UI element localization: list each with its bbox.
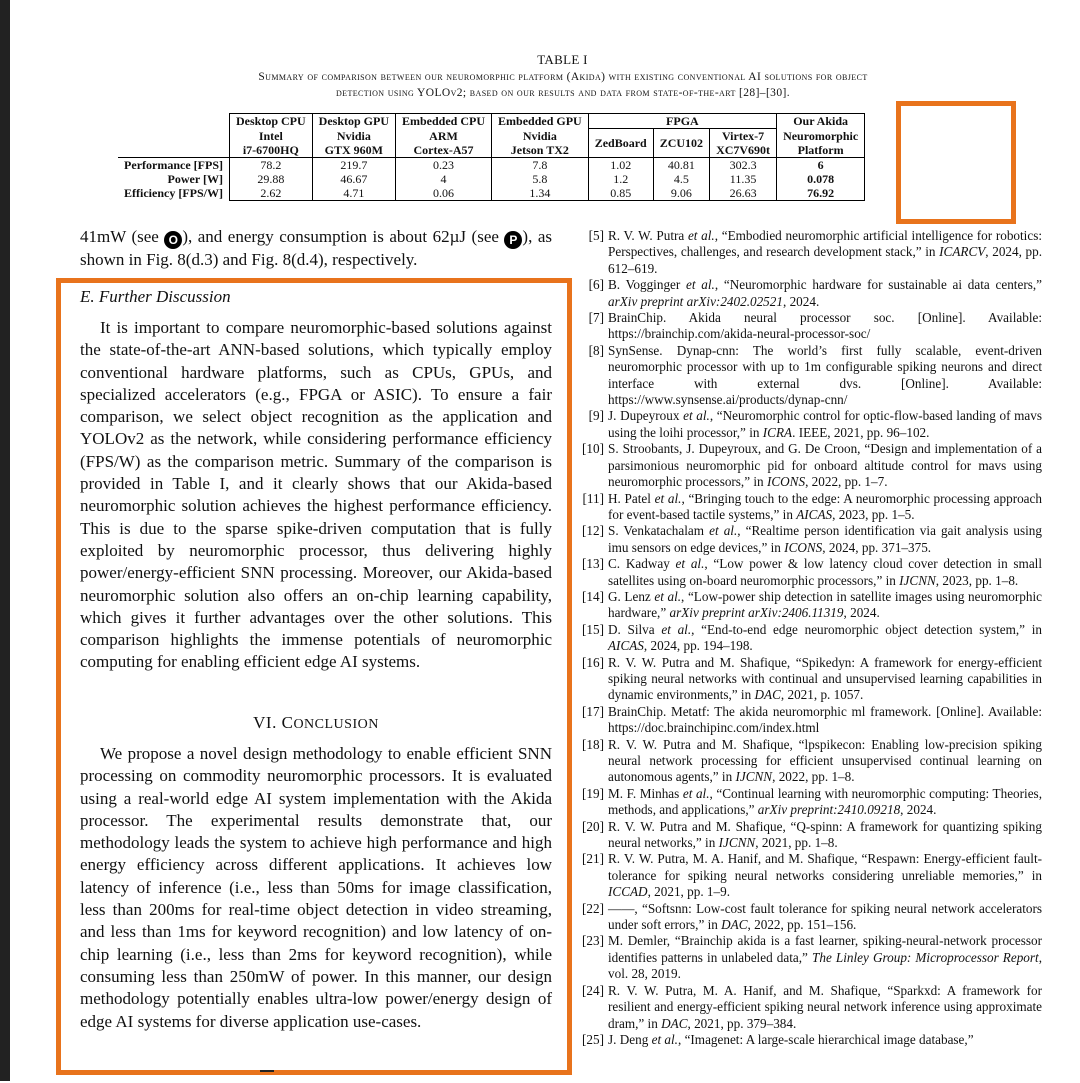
cell: 2.62 xyxy=(229,186,312,201)
reference-item: [24] R. V. W. Putra, M. A. Hanif, and M. Shafique, “Sparkxd: A framework for resilient and energy-efficient spiking neural network inference using approximate dram,” in DAC, 2021, pp. 379–384. xyxy=(582,982,1042,1031)
reference-item: [8] SynSense. Dynap-cnn: The world’s first fully scalable, event-driven neuromorphic processor with up to 1m configurable spiking neurons and direct interface with external dvs. [Online]. Available: https://www.synsense.ai/products/dynap-cnn/ xyxy=(588,342,1042,408)
reference-item: [11] H. Patel et al., “Bringing touch to the edge: A neuromorphic processing approach for event-based tactile systems,” in AICAS, 2023, pp. 1–5. xyxy=(582,490,1042,522)
cell: 4 xyxy=(396,172,492,186)
cell: 1.02 xyxy=(588,158,653,173)
reference-item: [6] B. Vogginger et al., “Neuromorphic hardware for sustainable ai data centers,” arXiv preprint arXiv:2402.02521, 2024. xyxy=(588,277,1042,309)
group-fpga: FPGA xyxy=(588,114,776,129)
highlight-box-akida-column xyxy=(896,101,1016,224)
model-zedboard: ZedBoard xyxy=(588,129,653,158)
circled-o-icon: O xyxy=(164,231,182,249)
cell: 26.63 xyxy=(710,186,777,201)
cell: 0.23 xyxy=(396,158,492,173)
comparison-table xyxy=(118,113,865,201)
cell: 78.2 xyxy=(260,158,282,172)
cell: 5.8 xyxy=(492,172,589,186)
model-virtex-line1: Virtex-7 xyxy=(710,129,777,144)
cell: 40.81 xyxy=(653,158,709,173)
conclusion-paragraph: We propose a novel design methodology to enable efficient SNN processing on commodity neuromorphic processors. It is evaluated using a real-world edge AI system implementation with the Akida processor. The experimental results demonstrate that, our methodology leads the system to achieve high performance and high energy efficiency across different applications. It achieves low latency of inference (i.e., less than 50ms for image classification, less than 200ms for real-time object detection in video streaming, and less than 1ms for keyword recognition) and low latency of on-chip learning (i.e., less than 2ms for keyword recognition), while consuming less than 250mW of power. In this manner, our design methodology potentially enables ultra-low power/energy design of edge AI systems for diverse application use-cases. xyxy=(80,744,552,1031)
model-jetson-tx2: Jetson TX2 xyxy=(492,143,589,158)
reference-item: [7] BrainChip. Akida neural processor soc. [Online]. Available: https://brainchip.com/akida-neural-processor-soc/ xyxy=(588,310,1042,342)
cell-akida: 76.92 xyxy=(777,186,865,201)
cell: 4.5 xyxy=(653,172,709,186)
reference-list xyxy=(576,228,1042,1048)
row-label-efficiency: Efficiency [FPS/W] xyxy=(118,186,229,201)
cell-akida: 6 xyxy=(777,158,865,173)
reference-item: [20] R. V. W. Putra and M. Shafique, “Q-spinn: A framework for quantizing spiking neural networks,” in IJCNN, 2021, pp. 1–8. xyxy=(582,818,1042,851)
reference-item: [5] R. V. W. Putra et al., “Embodied neuromorphic artificial intelligence for robotics: Perspectives, challenges, and research development stack,” in ICARCV, 2024, pp. 612–619. xyxy=(588,228,1043,276)
table-caption: Summary of comparison between our neuromorphic platform (Akida) with existing conventional AI solutions for object detection using YOLOv2; based on our results and data from state-of-the-art [28]–[30]. xyxy=(258,71,868,99)
reference-item: [12] S. Venkatachalam et al., “Realtime person identification via gait analysis using imu sensors on edge devices,” in ICONS, 2024, pp. 371–375. xyxy=(582,523,1042,555)
cell-akida: 0.078 xyxy=(777,172,865,186)
group-embedded-cpu: Embedded CPU xyxy=(396,114,492,129)
group-embedded-gpu: Embedded GPU xyxy=(492,114,589,129)
cell: 7.8 xyxy=(492,158,589,173)
reference-item: [19] M. F. Minhas et al., “Continual learning with neuromorphic computing: Theories, methods, and applications,” arXiv preprint:2410.09218, 2024. xyxy=(582,785,1042,818)
row-label-power: Power [W] xyxy=(118,172,229,186)
reference-item: [14] G. Lenz et al., “Low-power ship detection in satellite images using neuromorphic hardware,” arXiv preprint arXiv:2406.11319, 2024. xyxy=(582,588,1042,621)
reference-item: [18] R. V. W. Putra and M. Shafique, “lpspikecon: Enabling low-precision spiking neural network processing for efficient unsupervised continual learning on autonomous agents,” in IJCNN, 2022, pp. 1–8. xyxy=(582,736,1042,785)
vendor-nvidia-embedded: Nvidia xyxy=(492,129,589,144)
group-desktop-cpu: Desktop CPU xyxy=(229,114,312,129)
next-heading-fragment xyxy=(260,1070,274,1083)
row-label-performance: Performance [FPS] xyxy=(118,158,229,173)
model-i7: i7-6700HQ xyxy=(229,143,312,158)
vendor-nvidia: Nvidia xyxy=(312,129,395,144)
cell: 46.67 xyxy=(312,172,395,186)
discussion-paragraph: It is important to compare neuromorphic-based solutions against the state-of-the-art ANN-based solutions, which typically employ conventional hardware platforms, such as CPUs, GPUs, and specialized accelerators (e.g., FPGA or ASIC). To ensure a fair comparison, we select object recognition as the application and YOLOv2 as the network, while considering performance efficiency (FPS/W) as the comparison metric. Summary of the comparison is provided in Table I, and it clearly shows that our Akida-based neuromorphic solution achieves the highest performance efficiency. This is due to the sparse spike-driven computation that is fully exploited by neuromorphic processor, thus delivering highly power/energy-efficient SNN processing. Moreover, our Akida-based neuromorphic solution also offers an on-chip learning capability, which gives it further advantages over the other solutions. This comparison highlights the immense potentials of neuromorphic computing for enabling efficient edge AI systems. xyxy=(80,318,552,672)
reference-item: [23] M. Demler, “Brainchip akida is a fast learner, spiking-neural-network processor identifies patterns in unlabeled data,” The Linley Group: Microprocessor Report, vol. 28, 2019. xyxy=(582,933,1042,982)
window-edge xyxy=(0,0,10,1081)
reference-item: [21] R. V. W. Putra, M. A. Hanif, and M. Shafique, “Respawn: Energy-efficient fault-tolerance for spiking neural networks considering unreliable memories,” in ICCAD, 2021, pp. 1–9. xyxy=(582,851,1042,900)
cell: 302.3 xyxy=(710,158,777,173)
reference-item: [10] S. Stroobants, J. Dupeyroux, and G. De Croon, “Design and implementation of a parsimonious neuromorphic pid for onboard altitude control for mavs using neuromorphic processors,” in ICONS, 2022, pp. 1–7. xyxy=(582,441,1042,490)
model-akida-platform: Platform xyxy=(777,143,865,158)
model-cortex-a57: Cortex-A57 xyxy=(396,143,492,158)
cell: 9.06 xyxy=(653,186,709,201)
cell: 219.7 xyxy=(312,158,395,173)
reference-item: [16] R. V. W. Putra and M. Shafique, “Spikedyn: A framework for energy-efficient spiking neural networks with continual and unsupervised learning capabilities in dynamic environments,” in DAC, 2021, p. 1057. xyxy=(582,654,1042,703)
model-virtex-line2: XC7V690t xyxy=(710,143,777,158)
cell: 4.71 xyxy=(312,186,395,201)
cell: 0.85 xyxy=(588,186,653,201)
vendor-intel: Intel xyxy=(229,129,312,144)
section-heading-further-discussion: E. Further Discussion xyxy=(80,287,231,306)
reference-item: [9] J. Dupeyroux et al., “Neuromorphic control for optic-flow-based landing of mavs using the loihi processor,” in ICRA. IEEE, 2021, pp. 96–102. xyxy=(588,408,1043,440)
vendor-arm: ARM xyxy=(396,129,492,144)
reference-item: [22] ——, “Softsnn: Low-cost fault tolerance for spiking neural network accelerators under soft errors,” in DAC, 2022, pp. 151–156. xyxy=(582,900,1042,933)
cell: 29.88 xyxy=(257,172,285,186)
reference-item: [15] D. Silva et al., “End-to-end edge neuromorphic object detection system,” in AICAS, 2024, pp. 194–198. xyxy=(582,621,1042,654)
cell: 1.34 xyxy=(492,186,589,201)
cell: 11.35 xyxy=(710,172,777,186)
paragraph-fragment: 41mW (see O ), and energy consumption is about 62µJ (see P ), as shown in Fig. 8(d.3) and Fig. 8(d.4), respectively. xyxy=(80,227,552,269)
circled-p-icon: P xyxy=(504,231,522,249)
group-akida: Our Akida xyxy=(777,114,865,129)
group-desktop-gpu: Desktop GPU xyxy=(312,114,395,129)
cell: 1.2 xyxy=(588,172,653,186)
model-gtx960m: GTX 960M xyxy=(312,143,395,158)
vendor-neuromorphic: Neuromorphic xyxy=(777,129,865,144)
reference-item: [17] BrainChip. Metatf: The akida neuromorphic ml framework. [Online]. Available: https://doc.brainchipinc.com/index.html xyxy=(582,703,1042,736)
model-zcu102: ZCU102 xyxy=(653,129,709,158)
reference-item: [25] J. Deng et al., “Imagenet: A large-scale hierarchical image database,” xyxy=(582,1031,974,1047)
cell: 0.06 xyxy=(396,186,492,201)
reference-item: [13] C. Kadway et al., “Low power & low latency cloud cover detection in small satellites using on-board neuromorphic processors,” in IJCNN, 2023, pp. 1–8. xyxy=(582,556,1043,588)
section-heading-conclusion: VI. CONCLUSION xyxy=(253,713,379,732)
table-title: TABLE I xyxy=(537,52,588,67)
